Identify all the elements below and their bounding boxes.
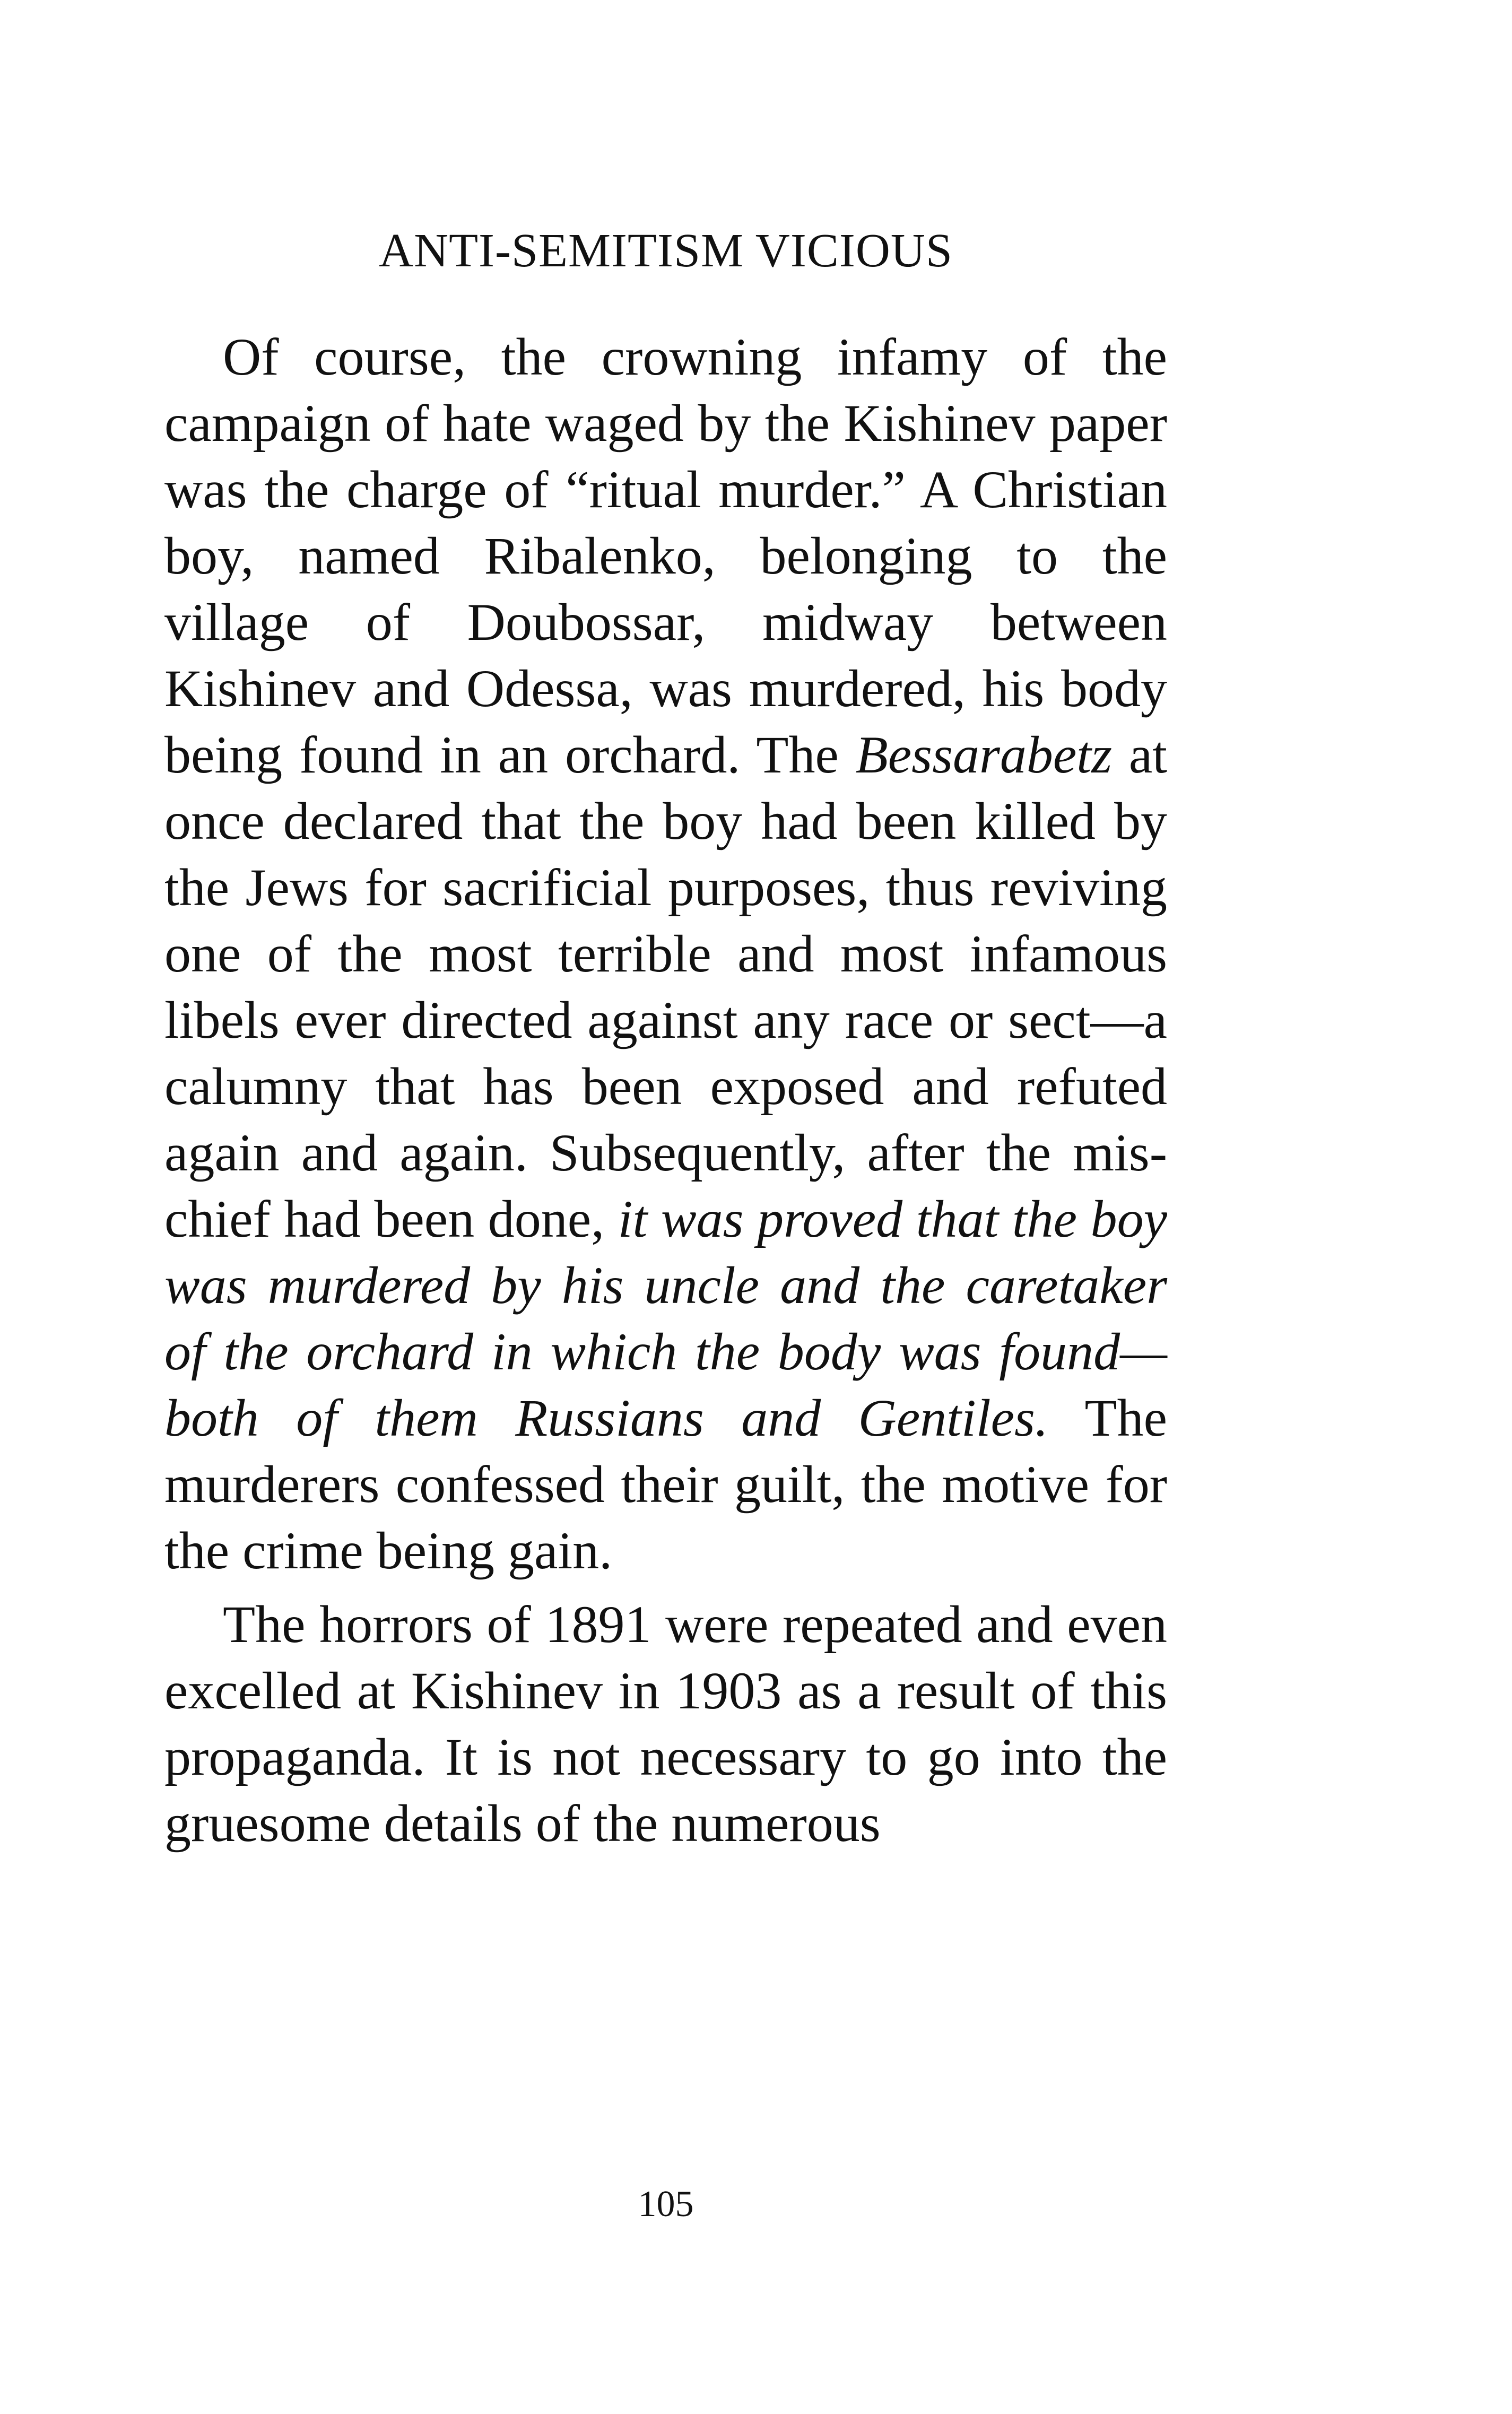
paragraph-1-text-b: at once declared that the boy had been killed by the Jews for sacrificial purposes, thus reviving one of the most terrible and most infamous libels ever directed against any race or sect—a calumny that has been exposed and refuted again and again. Subsequently, after the mischief had been done, (164, 725, 1168, 1248)
paragraph-1-text-a: Of course, the crowning infamy of the campaign of hate waged by the Kishinev paper was the charge of “ritual murder.” A Christian boy, named Ribalenko, belonging to the village of Doubossar, midway between Kishinev and Odessa, was murdered, his body being found in an orchard. The (164, 327, 1167, 784)
newspaper-name: Bessarabetz (855, 725, 1112, 784)
page-number: 105 (638, 2184, 694, 2225)
italic-passage: it was proved that the boy was murdered by his uncle and the caretaker of the orchard in which the body was found—both of them Russians and Gentiles. (164, 1189, 1167, 1447)
paragraph-1-text-c: The murderers confessed their guilt, the motive for the crime being gain. (164, 1388, 1167, 1580)
paragraph-2: The horrors of 1891 were repeated and even excelled at Kishinev in 1903 as a result of this propaganda. It is not necessary to go into the gruesome details of the numerous (164, 1595, 1167, 1853)
paragraph-1 (164, 324, 1167, 1584)
body-text (164, 324, 1167, 1856)
running-head: ANTI-SEMITISM VICIOUS (379, 224, 953, 277)
